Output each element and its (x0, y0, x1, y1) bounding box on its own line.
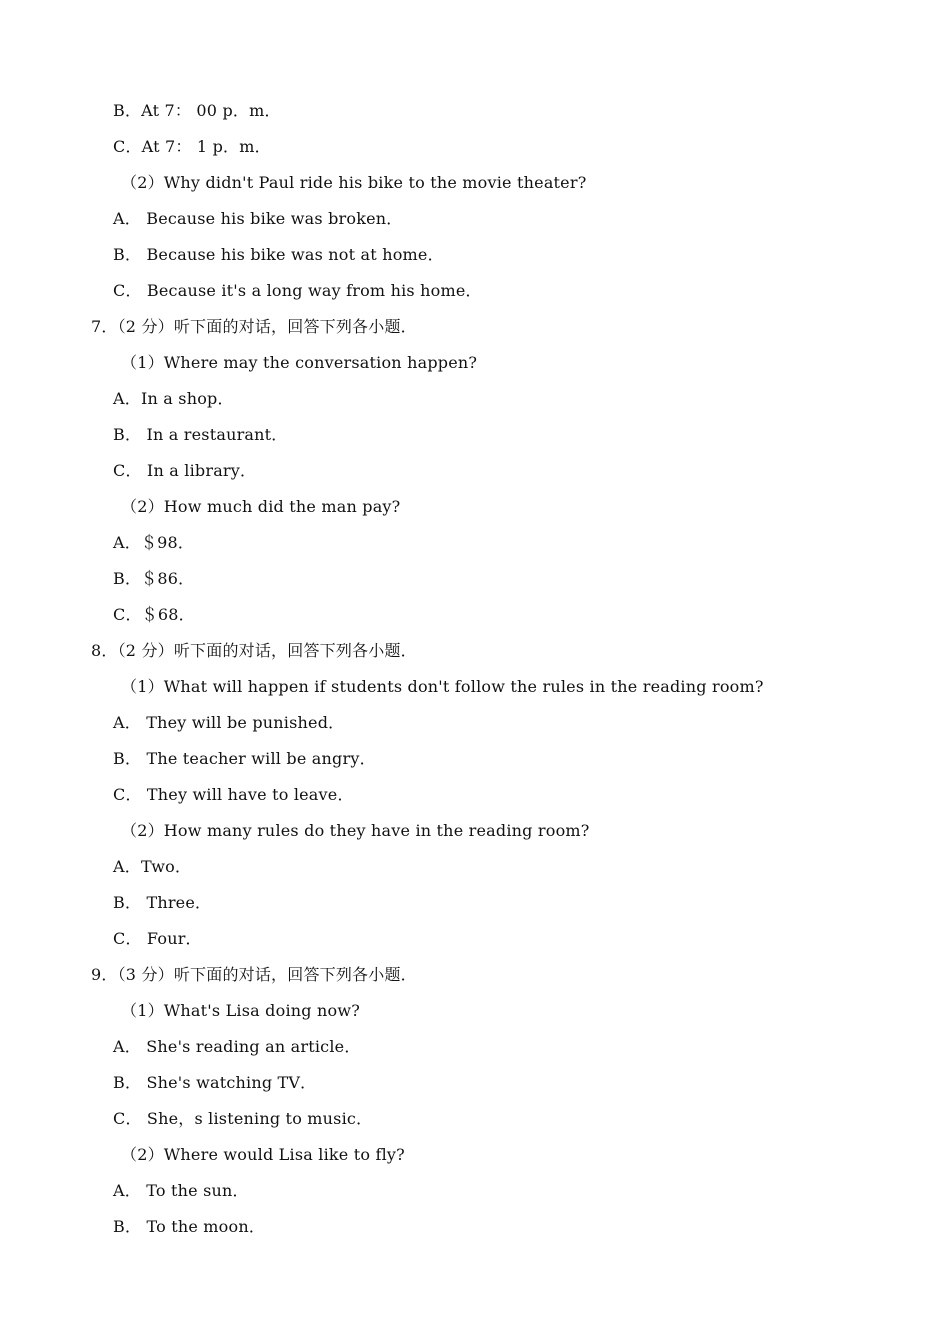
option-line: B．＄86． (113, 569, 195, 588)
sub-question: （2）Why didn't Paul ride his bike to the movie theater? (121, 173, 587, 192)
option-line: A．In a shop． (113, 389, 234, 408)
option-line: A． Because his bike was broken． (113, 209, 403, 228)
option-line: B． Because his bike was not at home． (113, 245, 444, 264)
option-line: B． The teacher will be angry． (113, 749, 376, 768)
option-line: C．＄68． (113, 605, 195, 624)
option-line: C． Because it's a long way from his home． (113, 281, 482, 300)
question-heading: 7．（2 分）听下面的对话，回答下列各小题． (91, 317, 417, 336)
option-line: B． To the moon． (113, 1217, 266, 1236)
option-line: C．At 7： 1 p．m． (113, 137, 271, 156)
option-line: A． They will be punished． (113, 713, 345, 732)
sub-question: （1）What will happen if students don't follow the rules in the reading room? (121, 677, 764, 696)
sub-question: （2）How many rules do they have in the reading room? (121, 821, 590, 840)
option-line: C． Four． (113, 929, 202, 948)
option-line: B． In a restaurant． (113, 425, 288, 444)
sub-question: （2）How much did the man pay? (121, 497, 401, 516)
sub-question: （1）What's Lisa doing now? (121, 1001, 361, 1020)
option-line: A．Two． (113, 857, 192, 876)
option-line: A． To the sun． (113, 1181, 249, 1200)
option-line: B．At 7： 00 p．m． (113, 101, 281, 120)
option-line: B． She's watching TV． (113, 1073, 317, 1092)
option-line: C． In a library． (113, 461, 257, 480)
option-line: C． They will have to leave． (113, 785, 354, 804)
sub-question: （2）Where would Lisa like to fly? (121, 1145, 405, 1164)
question-heading: 8．（2 分）听下面的对话，回答下列各小题． (91, 641, 417, 660)
question-heading: 9．（3 分）听下面的对话，回答下列各小题． (91, 965, 417, 984)
option-line: A．＄98． (113, 533, 195, 552)
option-line: C． She，s listening to music． (113, 1109, 373, 1128)
option-line: B． Three． (113, 893, 212, 912)
option-line: A． She's reading an article． (113, 1037, 361, 1056)
sub-question: （1）Where may the conversation happen? (121, 353, 478, 372)
